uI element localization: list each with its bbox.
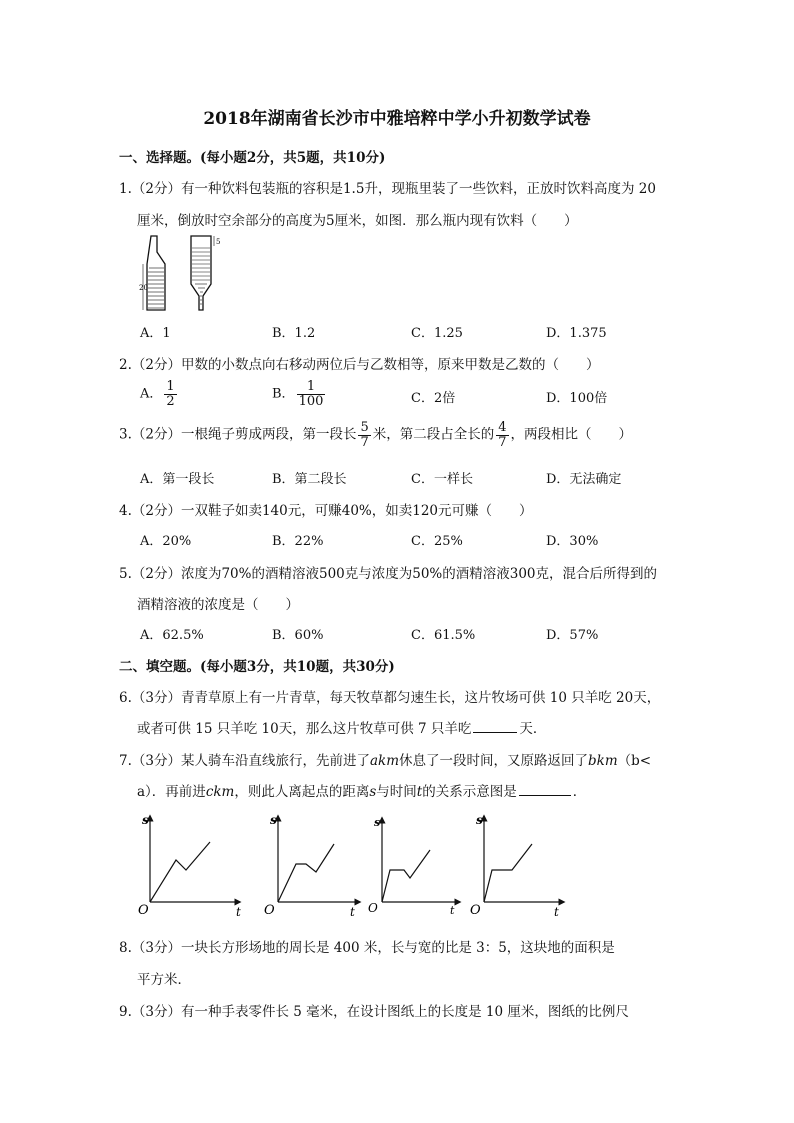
q4-option-a[interactable]: A．20%: [140, 534, 192, 549]
q4-option-c[interactable]: C．25%: [411, 534, 463, 549]
q5-option-b[interactable]: B．60%: [272, 628, 324, 643]
q5-option-a[interactable]: A．62.5%: [140, 628, 204, 643]
q3-part1: 3.（2分）一根绳子剪成两段，第一段长: [119, 426, 357, 443]
inverted-bottle: [191, 236, 220, 310]
q7-graph-d[interactable]: [470, 813, 562, 919]
q2-option-c[interactable]: C．2倍: [411, 391, 456, 406]
q2-option-b-prefix: B．: [272, 386, 295, 402]
q3-fraction-1-den: 7: [360, 434, 369, 450]
q7-line2: [137, 780, 586, 800]
q6-line2-a: 或者可供 15 只羊吃 10天，那么这片牧草可供 7 只羊吃: [137, 721, 472, 737]
q1-line2: 厘米，倒放时空余部分的高度为5厘米，如图．那么瓶内现有饮料（ ）: [137, 213, 578, 229]
q7-line1-c: （b<: [617, 753, 652, 769]
q3-fraction-2-num: 4: [498, 420, 507, 435]
graph-d-t-label: t: [554, 905, 559, 919]
q1-option-d[interactable]: D．1.375: [546, 326, 607, 341]
graph-a-s-label: s: [142, 813, 149, 827]
q7-graph-a[interactable]: [138, 813, 241, 919]
q1-option-c[interactable]: C．1.25: [411, 326, 463, 341]
q7-var-s: s: [369, 784, 377, 800]
q8-line1: 8.（3分）一块长方形场地的周长是 400 米，长与宽的比是 3：5，这块地的面积是: [119, 940, 615, 956]
q7-graph-c[interactable]: [368, 816, 458, 917]
q3-option-c[interactable]: C．一样长: [411, 472, 473, 487]
q3-option-a[interactable]: A．第一段长: [140, 472, 215, 487]
q5-line1: 5.（2分）浓度为70%的酒精溶液500克与浓度为50%的酒精溶液300克，混合后所得到的: [119, 566, 658, 582]
q5-line2: 酒精溶液的浓度是（ ）: [137, 597, 299, 613]
q7-var-ckm: ckm: [205, 784, 235, 800]
q2-option-a[interactable]: [140, 380, 179, 408]
q7-line2-b: ，则此人离起点的距离: [234, 784, 370, 800]
q2-option-b-fraction: [297, 380, 326, 408]
q5-option-d[interactable]: D．57%: [546, 628, 599, 643]
upright-bottle: [139, 236, 165, 310]
q3-fraction-2-den: 7: [498, 434, 507, 450]
q7-graph-b[interactable]: [264, 813, 358, 919]
exam-title: 2018年湖南省长沙市中雅培粹中学小升初数学试卷: [203, 109, 591, 129]
q7-var-akm: akm: [369, 753, 400, 769]
q6-answer-blank[interactable]: [473, 720, 517, 733]
graph-c-s-label: s: [374, 816, 381, 829]
q3-part3: ，两段相比（ ）: [510, 426, 633, 443]
q2-option-b[interactable]: [272, 380, 327, 408]
q2-option-d[interactable]: D．100倍: [546, 391, 608, 406]
q9-line1: 9.（3分）有一种手表零件长 5 毫米，在设计图纸上的长度是 10 厘米，图纸的比例尺: [119, 1004, 629, 1020]
q3-fraction-1-num: 5: [360, 420, 369, 435]
q7-line1-b: 休息了一段时间，又原路返回了: [399, 753, 589, 769]
q7-line1-a: 7.（3分）某人骑车沿直线旅行，先前进了: [119, 753, 370, 769]
q7-var-t: t: [416, 784, 423, 800]
q8-line2: 平方米．: [137, 972, 191, 988]
q3-option-d[interactable]: D．无法确定: [546, 472, 622, 487]
q1-option-a[interactable]: A．1: [140, 326, 171, 341]
q3-fraction-2: [496, 421, 508, 449]
q2-text: 2.（2分）甲数的小数点向右移动两位后与乙数相等，原来甲数是乙数的（ ）: [119, 357, 600, 373]
q7-line2-a: a）．再前进: [137, 784, 206, 800]
q3-text: [119, 421, 632, 449]
height-label-5: 5: [216, 238, 221, 246]
q7-graphs: [128, 810, 588, 920]
q7-line1: [119, 749, 651, 769]
graph-b-s-label: s: [270, 813, 277, 827]
q3-fraction-1: [358, 421, 370, 449]
q6-line2: [137, 717, 546, 737]
q7-line2-e: ．: [572, 784, 587, 800]
graph-a-origin: O: [138, 903, 149, 918]
section-fill-heading: 二、填空题。(每小题3分，共10题，共30分): [119, 659, 395, 675]
graph-c-t-label: t: [450, 904, 455, 917]
q7-answer-blank[interactable]: [519, 783, 571, 796]
q2-option-a-prefix: A．: [140, 386, 163, 402]
section-choice-heading: 一、选择题。(每小题2分，共5题，共10分): [119, 150, 386, 166]
q4-text: 4.（2分）一双鞋子如卖140元，可赚40%，如卖120元可赚（ ）: [119, 503, 533, 519]
graph-a-t-label: t: [236, 905, 241, 919]
q7-var-bkm: bkm: [588, 753, 618, 769]
q3-part2: 米，第二段占全长的: [372, 426, 495, 443]
graph-d-origin: O: [470, 903, 481, 918]
q1-option-b[interactable]: B．1.2: [272, 326, 316, 341]
q2-option-a-denominator: 2: [166, 393, 175, 409]
q4-option-b[interactable]: B．22%: [272, 534, 324, 549]
q2-option-a-fraction: [164, 380, 176, 408]
graph-b-origin: O: [264, 903, 275, 918]
q1-line1: 1.（2分）有一种饮料包装瓶的容积是1.5升，现瓶里装了一些饮料，正放时饮料高度为 20: [119, 181, 656, 197]
q3-option-b[interactable]: B．第二段长: [272, 472, 347, 487]
q2-option-b-denominator: 100: [298, 393, 324, 409]
q2-option-a-numerator: 1: [166, 379, 175, 394]
q1-bottle-figure: [139, 234, 221, 314]
q7-line2-d: 的关系示意图是: [422, 784, 517, 800]
height-label-20: 20: [139, 284, 148, 292]
q2-option-b-numerator: 1: [297, 380, 326, 395]
q5-option-c[interactable]: C．61.5%: [411, 628, 476, 643]
q6-line1: 6.（3分）青青草原上有一片青草，每天牧草都匀速生长，这片牧场可供 10 只羊吃 20天，: [119, 690, 661, 706]
graph-c-origin: O: [368, 901, 378, 915]
q7-line2-c: 与时间: [376, 784, 417, 800]
q4-option-d[interactable]: D．30%: [546, 534, 599, 549]
q6-line2-b: 天．: [519, 721, 547, 737]
graph-d-s-label: s: [476, 813, 483, 827]
graph-b-t-label: t: [350, 905, 355, 919]
